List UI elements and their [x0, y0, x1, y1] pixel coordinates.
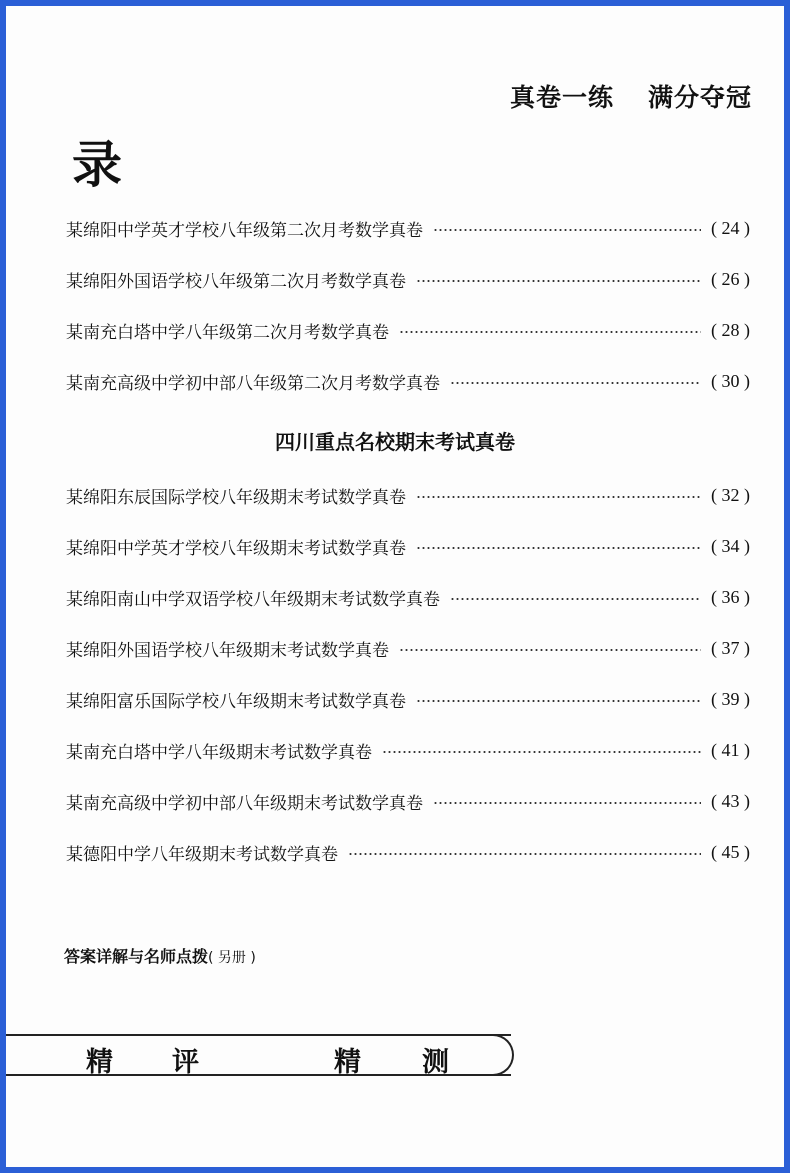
toc-entry[interactable]: [66, 838, 750, 866]
toc-entry[interactable]: [66, 481, 750, 509]
dot-leader: [348, 853, 701, 855]
section-title: 四川重点名校期末考试真卷: [275, 430, 515, 454]
dot-leader: [416, 496, 701, 498]
toc-entry[interactable]: [66, 316, 750, 344]
toc-entry-title: 某德阳中学八年级期末考试数学真卷: [66, 844, 338, 865]
banner-char-1: 精: [86, 1047, 113, 1078]
dot-leader: [399, 331, 701, 333]
toc-entry-page: ( 43 ): [711, 790, 750, 811]
toc-entry-title: 某绵阳东辰国际学校八年级期末考试数学真卷: [66, 487, 406, 508]
answers-label: 答案详解与名师点拨: [64, 947, 209, 966]
toc-entry[interactable]: [66, 787, 750, 815]
header-slogan: [510, 78, 752, 114]
toc-entry[interactable]: [66, 367, 750, 395]
dot-leader: [433, 229, 701, 231]
toc-entry-title: 某南充高级中学初中部八年级期末考试数学真卷: [66, 793, 423, 814]
toc-entry-title: 某南充白塔中学八年级第二次月考数学真卷: [66, 322, 389, 343]
dot-leader: [450, 598, 701, 600]
toc-heading: 录: [72, 135, 122, 194]
toc-entry-page: ( 39 ): [711, 688, 750, 709]
toc-entry-page: ( 45 ): [711, 841, 750, 862]
toc-entry-page: ( 36 ): [711, 586, 750, 607]
toc-entry-page: ( 34 ): [711, 535, 750, 556]
dot-leader: [433, 802, 701, 804]
banner-char-3: 精: [334, 1047, 361, 1078]
toc-entry-title: 某绵阳外国语学校八年级期末考试数学真卷: [66, 640, 389, 661]
toc-entry[interactable]: [66, 532, 750, 560]
toc-entry[interactable]: [66, 583, 750, 611]
toc-entry[interactable]: [66, 685, 750, 713]
banner-char-2: 评: [172, 1047, 199, 1078]
slogan-right: 满分夺冠: [647, 83, 752, 112]
toc-entry-page: ( 26 ): [711, 268, 750, 289]
toc-entry-title: 某绵阳中学英才学校八年级期末考试数学真卷: [66, 538, 406, 559]
dot-leader: [416, 280, 701, 282]
toc-entry[interactable]: [66, 265, 750, 293]
slogan-left: 真卷一练: [509, 83, 614, 112]
toc-entry[interactable]: [66, 214, 750, 242]
banner-rounded-cap: [470, 1034, 514, 1076]
dot-leader: [416, 547, 701, 549]
toc-entry-title: 某绵阳富乐国际学校八年级期末考试数学真卷: [66, 691, 406, 712]
banner-char-4: 测: [422, 1047, 449, 1078]
toc-entry-page: ( 30 ): [711, 370, 750, 391]
toc-entry-title: 某南充白塔中学八年级期末考试数学真卷: [66, 742, 372, 763]
toc-entry[interactable]: [66, 736, 750, 764]
toc-entry-title: 某绵阳外国语学校八年级第二次月考数学真卷: [66, 271, 406, 292]
toc-entry-page: ( 37 ): [711, 637, 750, 658]
dot-leader: [382, 751, 701, 753]
toc-entry-title: 某绵阳南山中学双语学校八年级期末考试数学真卷: [66, 589, 440, 610]
toc-entry-page: ( 28 ): [711, 319, 750, 340]
toc-entry-page: ( 32 ): [711, 484, 750, 505]
toc-entry-page: ( 24 ): [711, 217, 750, 238]
dot-leader: [416, 700, 701, 702]
answers-separate-volume: ( 另册 ): [208, 950, 256, 966]
dot-leader: [450, 382, 701, 384]
banner-top-rule: [6, 1034, 511, 1036]
toc-entry-title: 某南充高级中学初中部八年级第二次月考数学真卷: [66, 373, 440, 394]
answers-note: [64, 944, 256, 967]
toc-entry-title: 某绵阳中学英才学校八年级第二次月考数学真卷: [66, 220, 423, 241]
dot-leader: [399, 649, 701, 651]
toc-entry[interactable]: [66, 634, 750, 662]
toc-entry-page: ( 41 ): [711, 739, 750, 760]
